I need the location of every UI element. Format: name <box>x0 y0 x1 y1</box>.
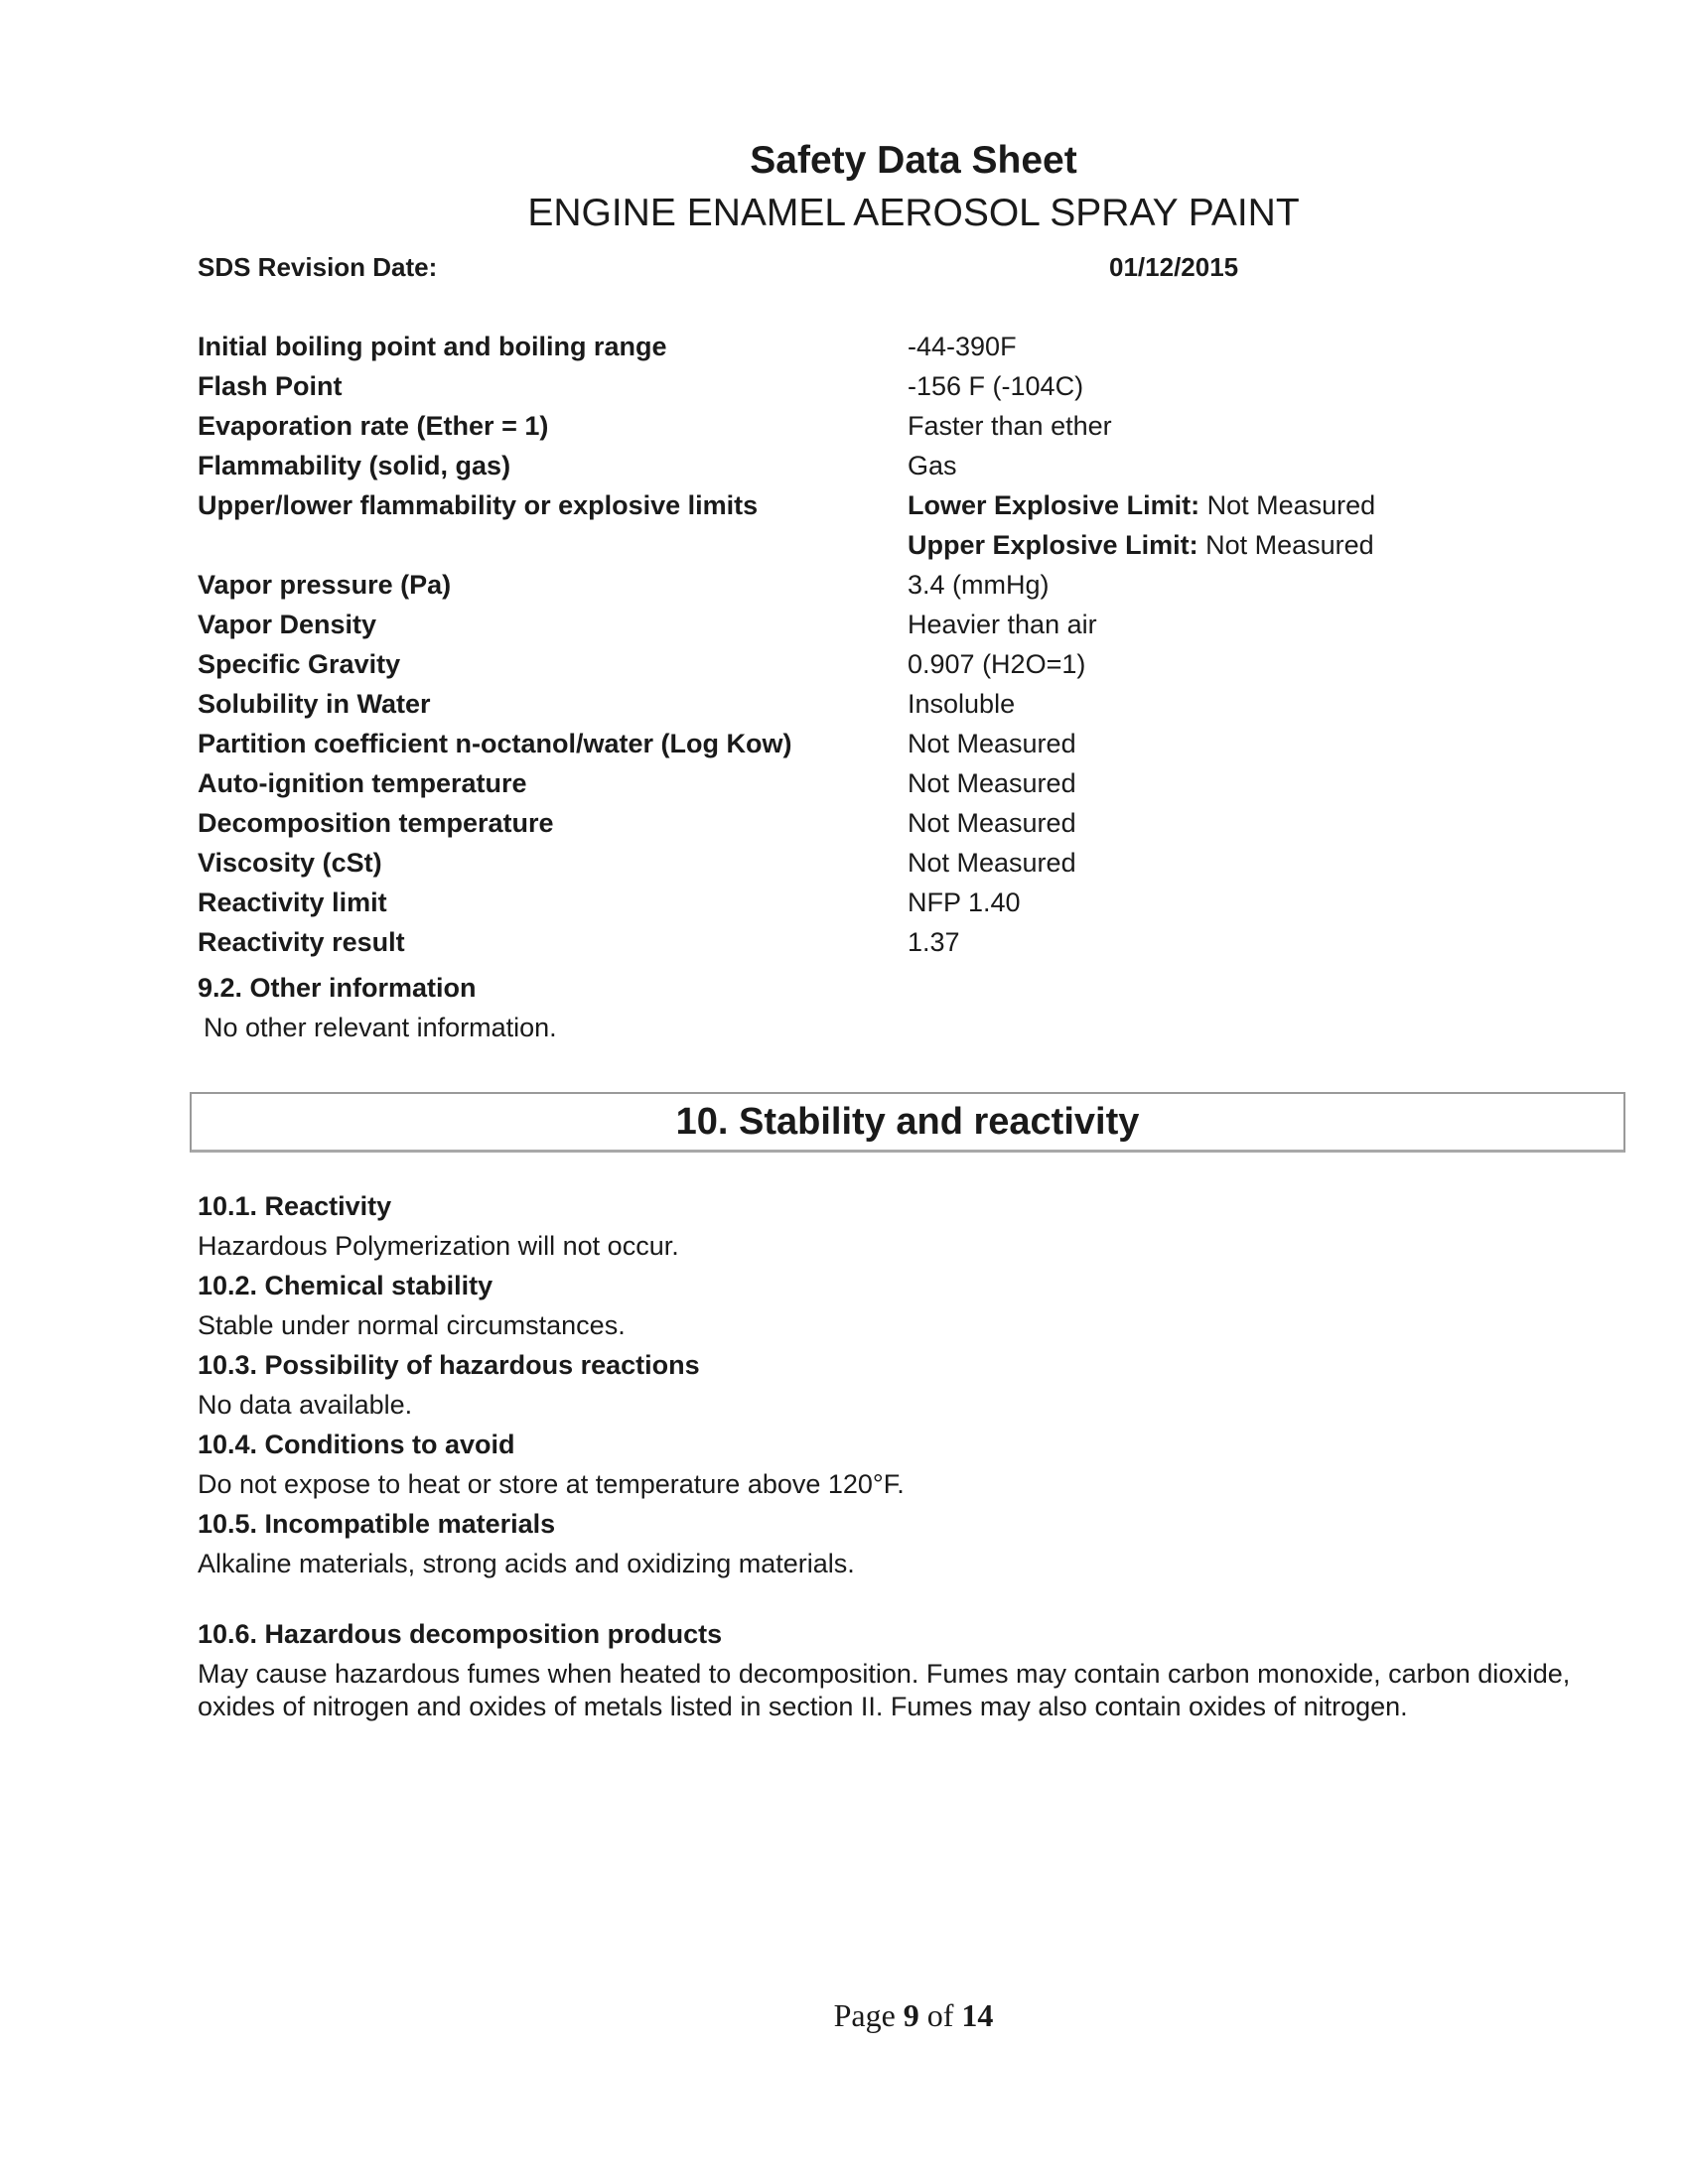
property-value <box>908 489 1375 521</box>
subsection-text: Alkaline materials, strong acids and oxidizing materials. <box>198 1549 855 1578</box>
property-label: Evaporation rate (Ether = 1) <box>198 411 549 441</box>
section-10-title: 10. Stability and reactivity <box>675 1101 1140 1143</box>
subsection-text: Hazardous Polymerization will not occur. <box>198 1231 679 1261</box>
property-label: Decomposition temperature <box>198 808 554 838</box>
property-label: Auto-ignition temperature <box>198 768 527 798</box>
product-name: ENGINE ENAMEL AEROSOL SPRAY PAINT <box>527 192 1300 234</box>
page-number: 9 <box>903 1997 919 2033</box>
property-value: NFP 1.40 <box>908 887 1021 917</box>
property-value: -44-390F <box>908 332 1017 361</box>
property-label: Reactivity result <box>198 927 405 957</box>
page-word: Page <box>833 1997 896 2033</box>
subsection-heading: 10.2. Chemical stability <box>198 1271 493 1300</box>
subsection-heading: 10.6. Hazardous decomposition products <box>198 1619 723 1649</box>
property-label: Specific Gravity <box>198 649 401 679</box>
upper-limit-value: Not Measured <box>1197 530 1374 560</box>
page-footer <box>0 1997 1688 2034</box>
lower-limit-label: Lower Explosive Limit: <box>908 490 1200 520</box>
other-information-heading: 9.2. Other information <box>198 973 477 1003</box>
revision-date-value: 01/12/2015 <box>1109 252 1239 282</box>
property-value: Not Measured <box>908 768 1076 798</box>
total-pages: 14 <box>961 1997 994 2033</box>
of-word: of <box>926 1997 954 2033</box>
subsection-text: Stable under normal circumstances. <box>198 1310 626 1340</box>
subsection-text: May cause hazardous fumes when heated to decomposition. Fumes may contain carbon monoxide, carbon dioxide, oxides of nitrogen and oxides of metals listed in section II. Fumes may also contain oxides of nitrogen. <box>198 1659 1571 1721</box>
property-value: Not Measured <box>908 729 1076 758</box>
revision-date-label: SDS Revision Date: <box>198 252 438 282</box>
subsection-text: Do not expose to heat or store at temperature above 120°F. <box>198 1469 905 1499</box>
subsection-heading: 10.5. Incompatible materials <box>198 1509 556 1539</box>
document-title: Safety Data Sheet <box>750 139 1077 182</box>
property-label: Vapor Density <box>198 610 377 639</box>
subsection-heading: 10.3. Possibility of hazardous reactions <box>198 1350 700 1380</box>
property-value: Gas <box>908 451 957 480</box>
subsection-heading: 10.1. Reactivity <box>198 1191 392 1221</box>
subsection-text: No data available. <box>198 1390 413 1420</box>
other-information-text: No other relevant information. <box>204 1013 557 1042</box>
section-10-header <box>190 1092 1625 1153</box>
property-value: 3.4 (mmHg) <box>908 570 1050 600</box>
property-label: Initial boiling point and boiling range <box>198 332 667 361</box>
property-label: Flammability (solid, gas) <box>198 451 511 480</box>
property-value: Insoluble <box>908 689 1016 719</box>
property-value: 1.37 <box>908 927 960 957</box>
property-label: Flash Point <box>198 371 343 401</box>
property-value: Faster than ether <box>908 411 1112 441</box>
property-label: Viscosity (cSt) <box>198 848 382 878</box>
property-label: Reactivity limit <box>198 887 387 917</box>
property-label: Partition coefficient n-octanol/water (Log Kow) <box>198 729 792 758</box>
property-label: Upper/lower flammability or explosive limits <box>198 490 759 520</box>
property-value: -156 F (-104C) <box>908 371 1084 401</box>
property-label: Solubility in Water <box>198 689 431 719</box>
property-value <box>908 529 1374 561</box>
property-value: 0.907 (H2O=1) <box>908 649 1086 679</box>
property-value: Not Measured <box>908 848 1076 878</box>
subsection-heading: 10.4. Conditions to avoid <box>198 1430 515 1459</box>
property-label: Vapor pressure (Pa) <box>198 570 452 600</box>
property-value: Heavier than air <box>908 610 1097 639</box>
property-value: Not Measured <box>908 808 1076 838</box>
lower-limit-value: Not Measured <box>1199 490 1376 520</box>
upper-limit-label: Upper Explosive Limit: <box>908 530 1198 560</box>
